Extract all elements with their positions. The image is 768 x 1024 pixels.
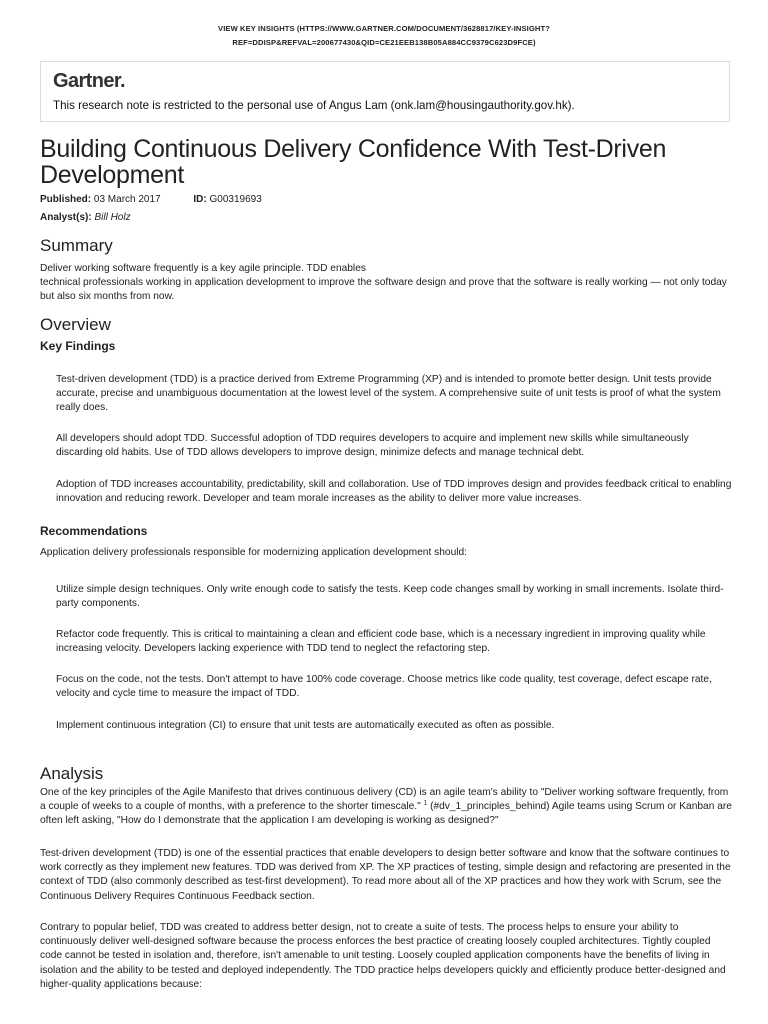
gartner-logo [53,70,125,93]
overview-heading: Overview [40,315,111,334]
finding-item: All developers should adopt TDD. Successful adoption of TDD requires developers to acquire and implement new skills while simultaneously discarding old habits. Use of TDD allows developers to improve design, minimize defects and manage technical debt. [56,433,689,459]
summary-heading: Summary [40,236,113,255]
analysis-p1-text: One of the key principles of the Agile Manifesto that drives continuous delivery (CD) is an agile team's ability to "Deliver working software frequently, from a couple of weeks to a couple of months, with a preference to the shorter timescale." [40,787,729,813]
analyst-meta [40,212,131,223]
recommendation-item: Implement continuous integration (CI) to ensure that unit tests are automatically executed as often as possible. [56,720,555,731]
published-label: Published: [40,194,92,205]
summary-text: technical professionals working in application development to improve the software design and prove that the software is really working — not only today but also six months from now. [40,277,727,303]
key-insights-link-line1[interactable]: VIEW KEY INSIGHTS (HTTPS://WWW.GARTNER.COM/DOCUMENT/3628817/KEY-INSIGHT? [218,24,550,33]
publication-meta [40,194,262,205]
analysis-p1-continued: (#dv_1_principles_behind) Agile teams using Scrum or Kanban are often left asking, "How do I demonstrate that the application I am developing is working as designed?" [40,801,732,827]
gartner-logo-text: Gartner [53,70,120,92]
summary-line1: Deliver working software frequently is a key agile principle. TDD enables [40,263,366,274]
recommendation-item: Refactor code frequently. This is critical to maintaining a clean and efficient code base, which is a necessary ingredient in improving quality while increasing velocity. Developers lacking experience with TDD tend to neglect the refactoring step. [56,629,706,655]
analysis-paragraph: Test-driven development (TDD) is one of the essential practices that enable developers to design better software and know that the software continues to work correctly as they implement new features. TDD was derived from XP. The XP practices of testing, simple design and refactoring are presented in the context of TDD (also commonly described as test-first development). To read more about all of the XP practices and how they work with Scrum, see the Continuous Delivery Requires Continuous Feedback section. [40,848,731,902]
restriction-banner [40,61,730,122]
analysis-paragraph [40,786,732,829]
gartner-logo-dot: . [119,70,125,92]
published-date: 03 March 2017 [93,194,161,205]
document-title: Building Continuous Delivery Confidence With Test-Driven Development [40,135,667,189]
key-findings-heading: Key Findings [40,339,116,353]
analysis-heading: Analysis [40,764,104,783]
analyst-name[interactable]: Bill Holz [94,212,131,223]
footnote-ref[interactable]: 1 [423,799,428,807]
document-id: G00319693 [209,194,262,205]
id-label: ID: [193,194,207,205]
restriction-notice: This research note is restricted to the personal use of Angus Lam (onk.lam@housingauthority.gov.hk). [53,99,575,112]
recommendations-heading: Recommendations [40,524,148,538]
finding-item: Adoption of TDD increases accountability, predictability, skill and collaboration. Use of TDD improves design and provides feedback critical to enabling innovation and reducing rework. Developer and team morale increases as the ability to deliver more value increases. [56,479,732,505]
view-key-insights-link[interactable] [0,22,768,50]
key-insights-link-line2[interactable]: REF=DDISP&REFVAL=200677430&QID=CE21EEB138B05A884CC9379C623D9FCE) [232,38,536,47]
analyst-label: Analyst(s): [40,212,92,223]
analysis-paragraph: Contrary to popular belief, TDD was created to address better design, not to create a suite of tests. The process helps to ensure your ability to continuously deliver well-designed software because the process enforces the best practice of creating loosely coupled architectures. Tightly coupled code cannot be tested in isolation and, therefore, isn't amenable to unit testing. Loosely coupled application components have the benefits of living in isolation and the ability to be tested and deployed independently. The TDD practice helps developers quickly and efficiently produce better-designed and higher-quality applications because: [40,922,726,990]
recommendation-item: Utilize simple design techniques. Only write enough code to satisfy the tests. Keep code changes small by working in small increments. Isolate third-party components. [56,584,724,610]
recommendation-item: Focus on the code, not the tests. Don't attempt to have 100% code coverage. Choose metrics like code quality, test coverage, defect escape rate, velocity and cycle time to measure the impact of TDD. [56,674,712,700]
recommendations-intro: Application delivery professionals responsible for modernizing application development should: [40,547,467,558]
finding-item: Test-driven development (TDD) is a practice derived from Extreme Programming (XP) and is intended to promote better design. Unit tests provide accurate, precise and unambiguous documentation at the lowest level of the system. A comprehensive suite of unit tests is proof of what the system really does. [56,374,721,414]
